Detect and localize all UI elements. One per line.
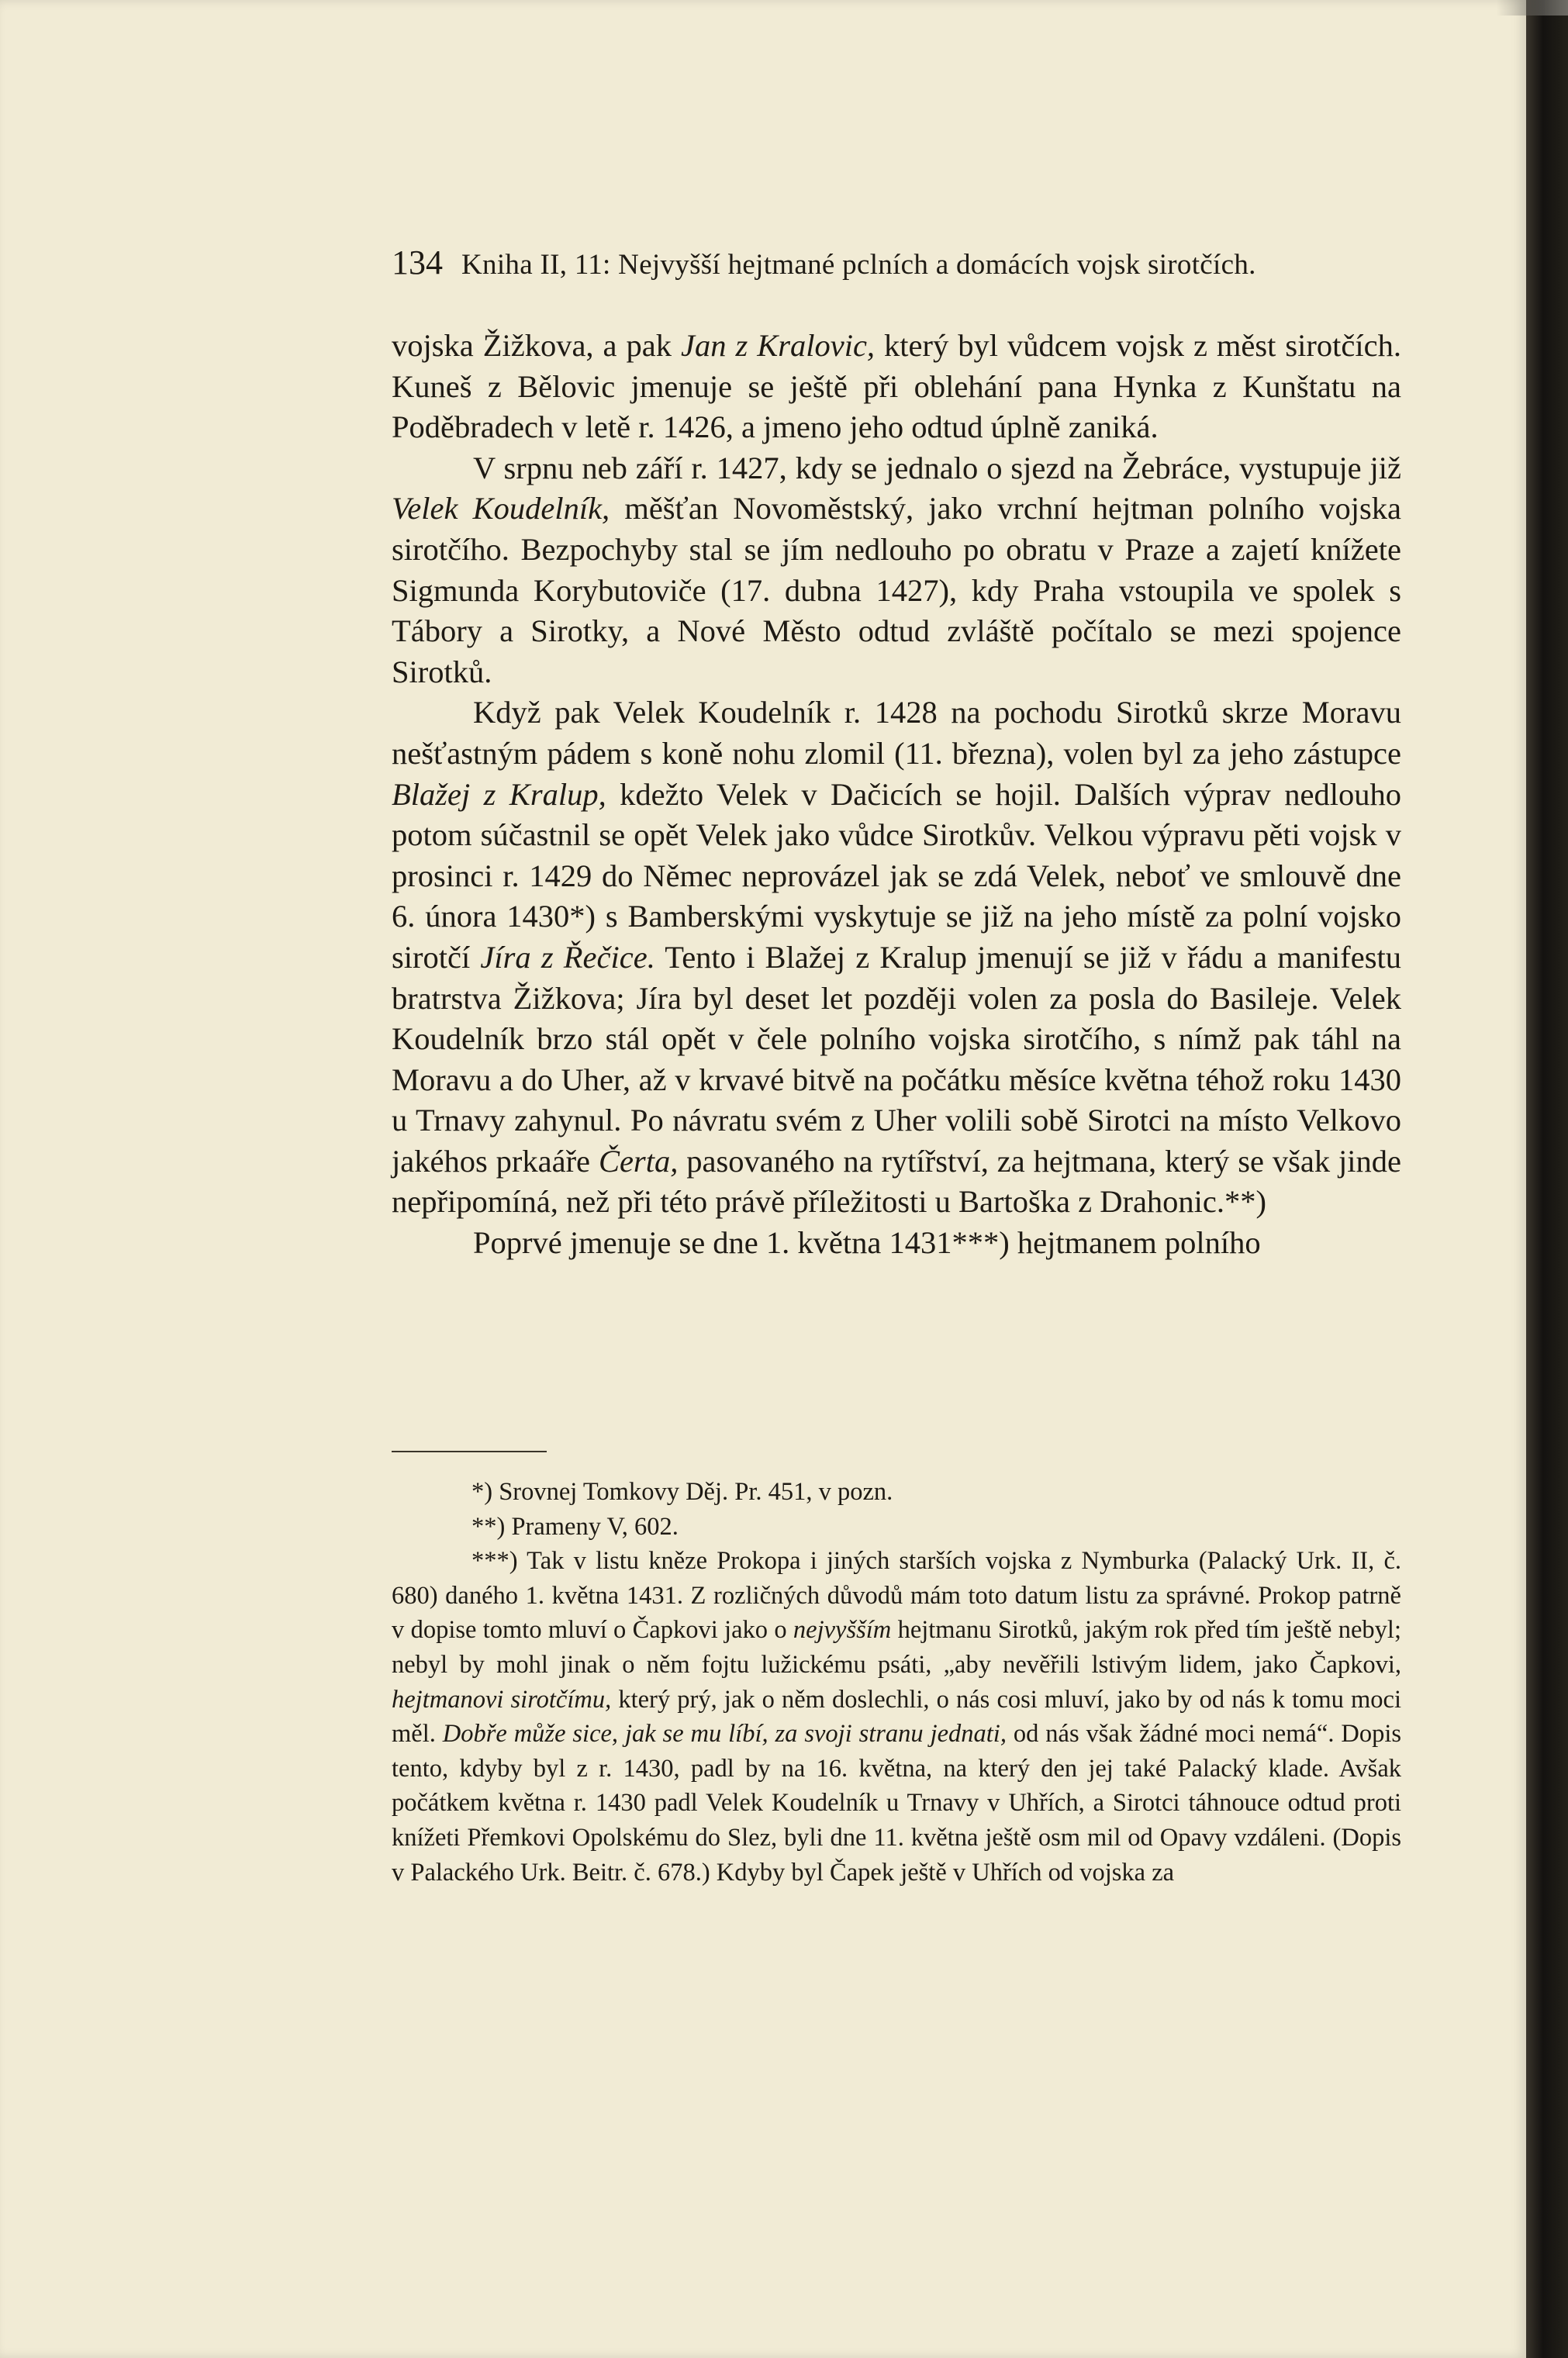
footnote-1: *) Srovnej Tomkovy Děj. Pr. 451, v pozn. xyxy=(471,1478,893,1506)
text-run: který prý, jak o něm doslechli, o nás cosi mluví, jako by od nás k tomu moci měl. xyxy=(392,1685,1402,1749)
text-run: měšťan Novoměstský, jako vrchní hejtman polního vojska sirotčího. Bezpochyby stal se jím nedlouho po obratu v Praze a zajetí knížete Sigmunda Korybutoviče (17. dubna 1427), kdy Praha vstoupila ve spolek s Tábory a Sirotky, a Nové Město odtud zvláště počítalo se mezi spojence Sirotků. xyxy=(392,491,1401,689)
page-number: 134 xyxy=(392,243,443,281)
footnotes xyxy=(392,1475,1401,1890)
running-title: Kniha II, 11: Nejvyšší hejtmané pclních a domácích vojsk sirotčích. xyxy=(461,249,1256,281)
book-edge-highlight xyxy=(1497,0,1568,16)
footnote-2: **) Prameny V, 602. xyxy=(471,1512,679,1541)
book-edge xyxy=(1526,0,1568,2358)
italic-phrase: Dobře může sice, jak se mu líbí, za svoji stranu jednati, xyxy=(442,1720,1007,1749)
italic-name: Čerta, xyxy=(598,1143,679,1179)
text-run: pasovaného na rytířství, za hejtmana, který se však jinde nepřipomíná, než při této právě příležitosti u Bartoška z Drahonic.**) xyxy=(392,1143,1401,1220)
text-run: který byl vůdcem vojsk z měst sirotčích. Kuneš z Bělovic jmenuje se ještě při oblehání pana Hynka z Kunštatu na Poděbradech v letě r. 1426, a jmeno jeho odtud úplně zaniká. xyxy=(392,328,1401,445)
italic-phrase: nejvyšším xyxy=(793,1616,892,1645)
paragraph-3 xyxy=(392,692,1401,1223)
italic-name: Jan z Kralovic, xyxy=(680,328,876,363)
text-run: kdežto Velek v Dačicích se hojil. Dalších výprav nedlouho potom súčastnil se opět Velek jako vůdce Sirotkův. Velkou výpravu pěti vojsk v prosinci r. 1429 do Němec neprovázel jak se zdá Velek, neboť ve smlouvě dne 6. února 1430*) s Bamberskými vyskytuje se již na jeho místě za polní vojsko sirotčí xyxy=(392,776,1401,975)
italic-name: Blažej z Kralup, xyxy=(392,776,606,812)
italic-phrase: hejtmanovi sirotčímu, xyxy=(392,1685,612,1714)
text-run: V srpnu neb září r. 1427, kdy se jednalo o sjezd na Žebráce, vystupuje již xyxy=(473,450,1401,485)
footnote-3 xyxy=(392,1544,1401,1890)
text-run: Když pak Velek Koudelník r. 1428 na pochodu Sirotků skrze Moravu nešťastným pádem s koně nohu zlomil (11. března), volen byl za jeho zástupce xyxy=(392,695,1401,771)
italic-name: Jíra z Řečice. xyxy=(480,939,655,975)
italic-name: Velek Koudelník, xyxy=(392,491,610,526)
footnote-separator xyxy=(392,1451,547,1452)
text-run: ***) Tak v listu kněze Prokopa i jiných starších vojska z Nymburka (Palacký Urk. II, č. 680) daného 1. května 1431. Z rozličných důvodů mám toto datum listu za správné. Prokop patrně v dopise tomto mluví o Čapkovi jako o xyxy=(392,1547,1401,1645)
text-run: Tento i Blažej z Kralup jmenují se již v řádu a manifestu bratrstva Žižkova; Jíra byl deset let později volen za posla do Basileje. Velek Koudelník brzo stál opět v čele polního vojska sirotčího, s nímž pak táhl na Moravu a do Uher, až v krvavé bitvě na počátku měsíce května téhož roku 1430 u Trnavy zahynul. Po návratu svém z Uher volili sobě Sirotci na místo Velkovo jakéhos prkaáře xyxy=(392,939,1401,1179)
paragraph-4: Poprvé jmenuje se dne 1. května 1431***) hejtmanem polního xyxy=(473,1225,1261,1261)
main-text xyxy=(392,326,1401,1264)
text-run: vojska Žižkova, a pak xyxy=(392,328,681,363)
paragraph-2 xyxy=(392,448,1401,693)
text-run: od nás však žádné moci nemá“. Dopis tento, kdyby byl z r. 1430, padl by na 16. května, na který den jej také Palacký klade. Avšak počátkem května r. 1430 padl Velek Koudelník u Trnavy v Uhřích, a Sirotci táhnouce odtud proti knížeti Přemkovi Opolskému do Slez, byli dne 11. května ještě osm mil od Opavy vzdáleni. (Dopis v Palackého Urk. Beitr. č. 678.) Kdyby byl Čapek ještě v Uhřích od vojska za xyxy=(392,1720,1402,1887)
paragraph-1 xyxy=(392,326,1401,448)
text-run: hejtmanu Sirotků, jakým rok před tím ještě nebyl; nebyl by mohl jinak o něm fojtu lužickému psáti, „aby nevěřili lstivým lidem, jako Čapkovi, xyxy=(392,1616,1401,1679)
running-head xyxy=(392,243,1401,285)
